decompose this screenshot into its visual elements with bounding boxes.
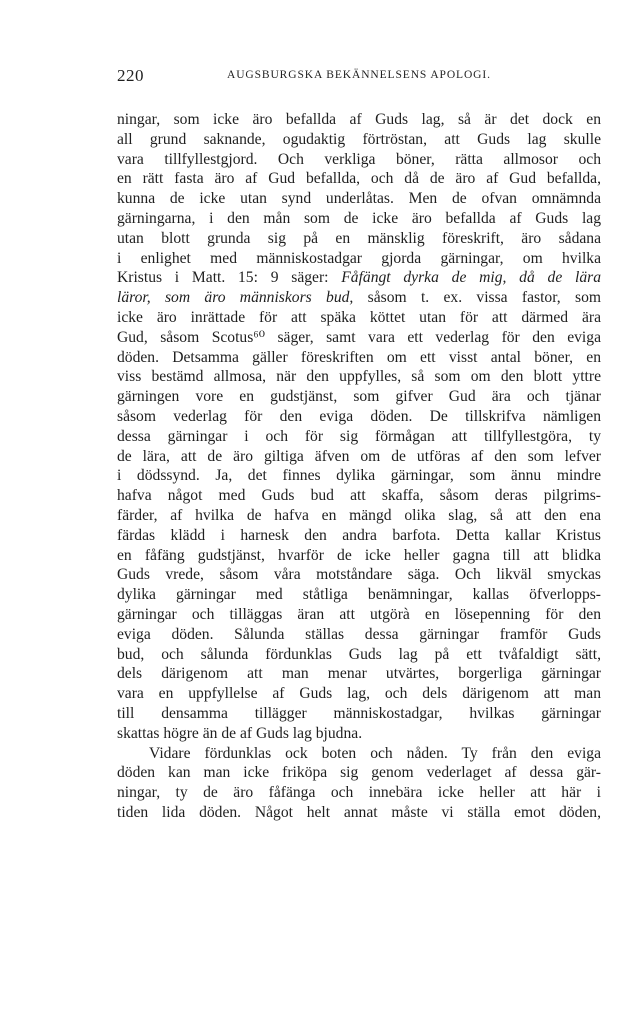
text-line: i dödssynd. Ja, det finnes dylika gärningar, som ännu mindre	[117, 467, 601, 485]
text-line: gärningar och tilläggas äran att utgörà en lösepenning för den	[117, 605, 601, 623]
text-line: gärningarna, i den mån som de icke äro befallda af Guds lag	[117, 209, 601, 227]
text-line: vara tillfyllestgjord. Och verkliga böner, rätta allmosor och	[117, 150, 601, 168]
running-head: AUGSBURGSKA BEKÄNNELSENS APOLOGI.	[227, 69, 491, 81]
text-line: färder, af hvilka de hafva en mängd olika slag, så att den ena	[117, 506, 601, 524]
text-line: kunna de icke utan synd underlåtas. Men de ofvan omnämnda	[117, 190, 601, 208]
paragraph-end-line: skattas högre än de af Guds lag bjudna.	[117, 724, 363, 742]
text-line-with-quote	[117, 268, 601, 288]
text-line: dels därigenom att man menar utvärtes, borgerliga gärningar	[117, 665, 601, 683]
scripture-quote: Fåfängt dyrka de mig, då de lära	[341, 269, 601, 287]
text-line: en fåfäng gudstjänst, hvarför de icke heller gagna till att blidka	[117, 546, 601, 564]
paragraph-start-line: Vidare fördunklas ock boten och nåden. Ty från den eviga	[149, 744, 601, 762]
page-header	[117, 66, 601, 90]
text-line: färdas klädd i harnesk den andra barfota. Detta kallar Kristus	[117, 526, 601, 544]
text-line: i enlighet med människostadgar gjorda gärningar, om hvilka	[117, 249, 601, 267]
text-after-quote: såsom t. ex. vissa fastor, som	[353, 289, 602, 307]
text-line: icke äro inrättade för att späka köttet utan för att därmed ära	[117, 308, 601, 326]
text-line: Gud, såsom Scotus⁶⁰ säger, samt vara ett vederlag för den eviga	[117, 328, 601, 346]
text-line: ningar, ty de äro fåfänga och innebära icke heller att här i	[117, 784, 601, 802]
quote-intro: Kristus i Matt. 15: 9 säger:	[117, 269, 342, 287]
text-line: tiden lida döden. Något helt annat måste vi ställa emot döden,	[117, 803, 601, 821]
text-line: döden kan man icke friköpa sig genom vederlaget af dessa gär-	[117, 764, 601, 782]
text-line-with-quote	[117, 288, 601, 308]
text-line: dessa gärningar i och för sig förmågan att tillfyllestgöra, ty	[117, 427, 601, 445]
text-line: viss bestämd allmosa, när den uppfylles, så som om den blott yttre	[117, 368, 601, 386]
text-line: ningar, som icke äro befallda af Guds lag, så är det dock en	[117, 111, 601, 128]
text-line: all grund saknande, ogudaktig förtröstan, att Guds lag skulle	[117, 130, 601, 148]
text-line: Guds vrede, såsom våra motståndare säga. Och likväl smyckas	[117, 566, 601, 584]
scripture-quote-continued: läror, som äro människors bud,	[117, 289, 354, 307]
page-number: 220	[117, 66, 144, 85]
text-line: utan blott grunda sig på en mänsklig föreskrift, äro sådana	[117, 229, 601, 247]
text-line: en rätt fasta äro af Gud befallda, och då de äro af Gud befallda,	[117, 170, 601, 188]
text-line: vara en uppfyllelse af Guds lag, och dels därigenom att man	[117, 685, 601, 703]
text-line: de lära, att de äro giltiga äfven om de utföras af den som lefver	[117, 447, 601, 465]
text-line: till densamma tillägger människostadgar, hvilkas gärningar	[117, 704, 601, 722]
text-line: eviga döden. Sålunda ställas dessa gärningar framför Guds	[117, 625, 601, 643]
text-line: gärningen vore en gudstjänst, som gifver Gud ära och tjänar	[117, 388, 601, 406]
body-text	[117, 110, 601, 823]
text-line: bud, och sålunda fördunklas Guds lag på ett tvåfaldigt sätt,	[117, 645, 601, 663]
text-line: såsom vederlag för den eviga döden. De tillskrifva nämligen	[117, 407, 601, 425]
text-line: döden. Detsamma gäller föreskriften om ett visst antal böner, en	[117, 348, 601, 366]
text-line: dylika gärningar med ståtliga benämningar, kallas öfverlopps-	[117, 586, 601, 604]
text-line: hafva något med Guds bud att skaffa, såsom deras pilgrims-	[117, 487, 601, 505]
